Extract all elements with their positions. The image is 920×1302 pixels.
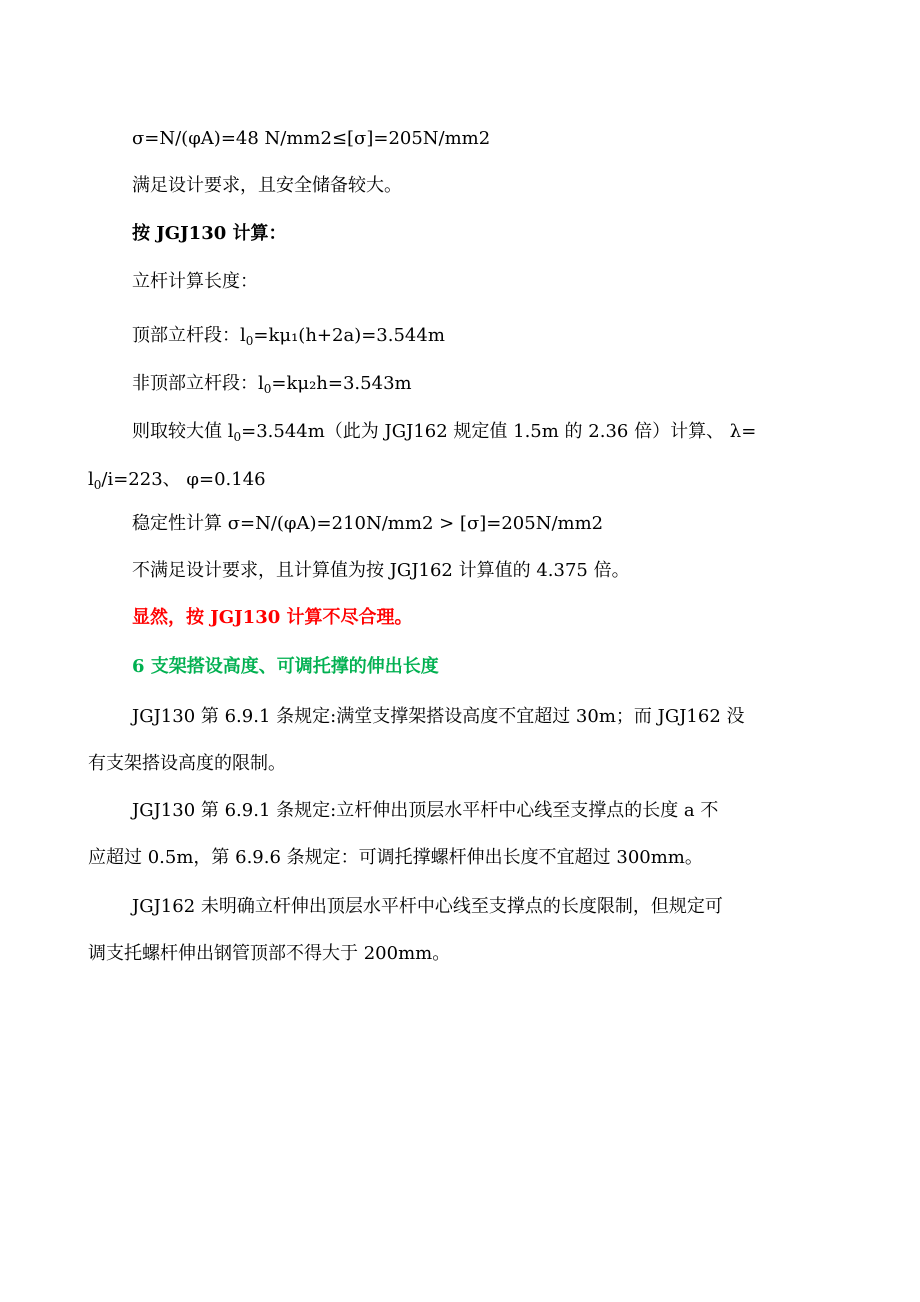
subscript: 0 (233, 430, 242, 444)
paragraph-extension-length (132, 799, 718, 823)
paragraph-conclusion-2 (132, 559, 630, 583)
formula-text: =kμ₁(h+2a)=3.544m (253, 325, 445, 346)
paragraph-height-limit-cont (88, 752, 286, 776)
subscript: 0 (263, 382, 272, 396)
paragraph-text: 满足设计要求，且安全储备较大。 (132, 175, 402, 196)
paragraph-text: 不满足设计要求，且计算值为按 JGJ162 计算值的 4.375 倍。 (132, 560, 630, 581)
formula-top-segment (132, 324, 445, 348)
paragraph-text: JGJ162 未明确立杆伸出顶层水平杆中心线至支撑点的长度限制，但规定可 (132, 896, 723, 917)
subheading-jgj130 (132, 222, 287, 246)
paragraph-jgj162-limit (132, 895, 723, 919)
paragraph-text: 调支托螺杆伸出钢管顶部不得大于 200mm。 (88, 943, 451, 964)
highlight-text: 显然，按 JGJ130 计算不尽合理。 (132, 607, 413, 628)
paragraph-text: =3.544m（此为 JGJ162 规定值 1.5m 的 2.36 倍）计算、 λ= (241, 421, 757, 442)
stress-check-formula (132, 127, 490, 151)
subheading-text: 按 JGJ130 计算： (132, 223, 287, 244)
paragraph-text: 有支架搭设高度的限制。 (88, 753, 286, 774)
formula-non-top-segment (132, 372, 412, 396)
highlight-conclusion (132, 606, 413, 630)
paragraph-text: 则取较大值 l (132, 421, 234, 442)
paragraph-height-limit (132, 705, 745, 729)
paragraph-text: l (88, 469, 94, 490)
formula-text: 稳定性计算 σ=N/(φA)=210N/mm2 > [σ]=205N/mm2 (132, 513, 604, 534)
subscript: 0 (245, 334, 254, 348)
formula-text: =kμ₂h=3.543m (271, 373, 412, 394)
paragraph-text: JGJ130 第 6.9.1 条规定:满堂支撑架搭设高度不宜超过 30m；而 JGJ162 没 (132, 706, 745, 727)
paragraph-text: /i=223、 φ=0.146 (101, 469, 266, 490)
stability-check-formula (132, 512, 603, 536)
paragraph-text: 立杆计算长度： (132, 271, 258, 292)
paragraph-jgj162-limit-cont (88, 942, 450, 966)
paragraph-max-value-cont (88, 468, 266, 492)
paragraph-extension-length-cont (88, 846, 703, 870)
paragraph-calc-length (132, 270, 258, 294)
section-heading-text: 6 支架搭设高度、可调托撑的伸出长度 (132, 656, 439, 677)
formula-text: 顶部立杆段：l (132, 325, 246, 346)
section-heading-6 (132, 655, 439, 679)
paragraph-max-value (132, 420, 756, 444)
paragraph-text: JGJ130 第 6.9.1 条规定:立杆伸出顶层水平杆中心线至支撑点的长度 a 不 (132, 800, 719, 821)
formula-text: 非顶部立杆段：l (132, 373, 264, 394)
subscript: 0 (93, 478, 102, 492)
paragraph-conclusion-1 (132, 174, 402, 198)
formula-text: σ=N/(φA)=48 N/mm2≤[σ]=205N/mm2 (132, 128, 491, 149)
paragraph-text: 应超过 0.5m，第 6.9.6 条规定：可调托撑螺杆伸出长度不宜超过 300mm。 (88, 847, 703, 868)
